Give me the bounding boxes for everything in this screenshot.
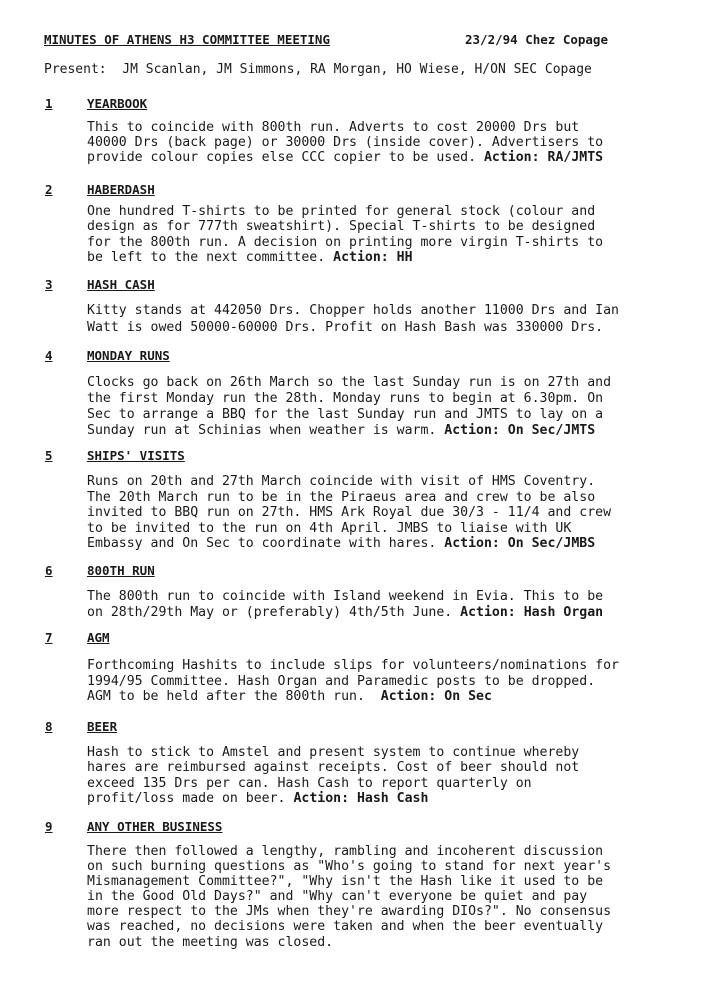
body-line	[87, 135, 667, 150]
body-line	[87, 536, 667, 552]
body-text: was reached, no decisions were taken and when the beer eventually	[87, 919, 604, 935]
body-line	[87, 844, 667, 859]
action-owner: Action: Hash Organ	[460, 605, 604, 620]
body-text: There then followed a lengthy, rambling and incoherent discussion	[87, 844, 604, 859]
section-heading: AGM	[87, 630, 110, 645]
section-body	[87, 844, 667, 950]
body-line	[87, 745, 667, 760]
body-text: invited to BBQ run on 27th. HMS Ark Royal due 30/3 - 11/4 and crew	[87, 505, 612, 521]
body-text: Mismanagement Committee?", "Why isn't the Hash like it used to be	[87, 874, 604, 890]
date-and-venue: 23/2/94 Chez Copage	[465, 32, 608, 47]
body-line	[87, 250, 667, 265]
body-line	[87, 219, 667, 234]
section-number: 1	[45, 96, 53, 111]
body-text: ran out the meeting was closed.	[87, 934, 334, 950]
section-body	[87, 589, 667, 621]
body-line	[87, 658, 667, 674]
section-heading: HASH CASH	[87, 277, 155, 292]
section-heading: ANY OTHER BUSINESS	[87, 819, 223, 834]
action-owner: Action: Hash Cash	[293, 790, 429, 806]
body-text: 40000 Drs (back page) or 30000 Drs (inside cover). Advertisers to	[87, 135, 604, 151]
body-text: in the Good Old Days?" and "Why can't everyone be quiet and pay	[87, 889, 588, 905]
body-line	[87, 303, 667, 320]
body-text: hares are reimbursed against receipts. Cost of beer should not	[87, 760, 580, 776]
section-heading: MONDAY RUNS	[87, 348, 170, 363]
body-text: provide colour copies else CCC copier to be used.	[87, 150, 484, 166]
body-line	[87, 589, 667, 605]
body-line	[87, 889, 667, 904]
body-line	[87, 935, 667, 950]
body-line	[87, 407, 667, 423]
section-body	[87, 474, 667, 552]
body-text: The 800th run to coincide with Island weekend in Evia. This to be	[87, 589, 604, 604]
body-text: Sec to arrange a BBQ for the last Sunday run and JMTS to lay on a	[87, 407, 604, 422]
section-number: 4	[45, 348, 53, 363]
body-line	[87, 235, 667, 250]
body-line	[87, 391, 667, 407]
action-owner: Action: HH	[333, 249, 413, 265]
section-heading: BEER	[87, 719, 118, 734]
body-line	[87, 505, 667, 521]
body-line	[87, 521, 667, 537]
body-line	[87, 674, 667, 690]
body-line	[87, 904, 667, 919]
section-body	[87, 120, 667, 166]
body-text: AGM to be held after the 800th run.	[87, 689, 381, 704]
body-line	[87, 859, 667, 874]
body-line	[87, 474, 667, 490]
document-header	[44, 32, 649, 48]
body-text: Runs on 20th and 27th March coincide with visit of HMS Coventry.	[87, 474, 596, 489]
body-text: The 20th March run to be in the Piraeus area and crew to be also	[87, 489, 596, 505]
section-number: 7	[45, 630, 53, 645]
body-line	[87, 320, 667, 337]
body-line	[87, 874, 667, 889]
section-number: 8	[45, 719, 53, 734]
body-text: Watt is owed 50000-60000 Drs. Profit on Hash Bash was 330000 Drs.	[87, 319, 604, 335]
page-title: MINUTES OF ATHENS H3 COMMITTEE MEETING	[44, 32, 330, 47]
action-owner: Action: On Sec	[380, 689, 492, 704]
body-line	[87, 776, 667, 791]
body-text: design as for 777th sweatshirt). Special T-shirts to be designed	[87, 219, 596, 235]
body-line	[87, 375, 667, 391]
body-text: Kitty stands at 442050 Drs. Chopper holds another 11000 Drs and Ian	[87, 303, 619, 318]
body-text: Sunday run at Schinias when weather is warm.	[87, 423, 445, 438]
body-text: to be invited to the run on 4th April. JMBS to liaise with UK	[87, 520, 572, 536]
section-heading: YEARBOOK	[87, 96, 148, 111]
body-text: Hash to stick to Amstel and present system to continue whereby	[87, 745, 580, 760]
section-body	[87, 375, 667, 439]
section-heading: HABERDASH	[87, 182, 155, 197]
section-number: 5	[45, 448, 53, 463]
body-text: exceed 135 Drs per can. Hash Cash to report quarterly on	[87, 775, 532, 791]
body-text: be left to the next committee.	[87, 249, 334, 265]
section-body	[87, 204, 667, 265]
action-owner: Action: On Sec/JMTS	[444, 423, 596, 438]
body-text: for the 800th run. A decision on printing more virgin T-shirts to	[87, 234, 604, 250]
body-line	[87, 791, 667, 806]
body-line	[87, 120, 667, 135]
attendees-line: Present: JM Scanlan, JM Simmons, RA Morgan, HO Wiese, H/ON SEC Copage	[44, 62, 592, 77]
body-line	[87, 490, 667, 506]
body-text: 1994/95 Committee. Hash Organ and Paramedic posts to be dropped.	[87, 673, 596, 689]
section-body	[87, 303, 667, 336]
action-owner: Action: RA/JMTS	[483, 150, 604, 166]
body-line	[87, 760, 667, 775]
body-line	[87, 919, 667, 934]
body-text: Embassy and On Sec to coordinate with hares.	[87, 536, 445, 552]
section-body	[87, 658, 667, 705]
section-number: 2	[45, 182, 53, 197]
section-heading: SHIPS' VISITS	[87, 448, 185, 463]
body-text: profit/loss made on beer.	[87, 790, 294, 806]
body-text: Forthcoming Hashits to include slips for volunteers/nominations for	[87, 658, 619, 673]
body-text: This to coincide with 800th run. Adverts to cost 20000 Drs but	[87, 120, 580, 135]
section-body	[87, 745, 667, 806]
body-line	[87, 423, 667, 439]
body-text: more respect to the JMs when they're awarding DIOs?". No consensus	[87, 904, 612, 920]
body-line	[87, 204, 667, 219]
body-line	[87, 689, 667, 705]
body-line	[87, 150, 667, 165]
section-number: 3	[45, 277, 53, 292]
body-text: on such burning questions as "Who's going to stand for next year's	[87, 859, 612, 875]
action-owner: Action: On Sec/JMBS	[444, 536, 596, 552]
body-line	[87, 605, 667, 621]
body-text: on 28th/29th May or (preferably) 4th/5th June.	[87, 605, 461, 620]
body-text: Clocks go back on 26th March so the last Sunday run is on 27th and	[87, 375, 612, 390]
section-heading: 800TH RUN	[87, 563, 155, 578]
section-number: 9	[45, 819, 53, 834]
body-text: the first Monday run the 28th. Monday runs to begin at 6.30pm. On	[87, 391, 604, 406]
body-text: One hundred T-shirts to be printed for general stock (colour and	[87, 204, 596, 219]
section-number: 6	[45, 563, 53, 578]
